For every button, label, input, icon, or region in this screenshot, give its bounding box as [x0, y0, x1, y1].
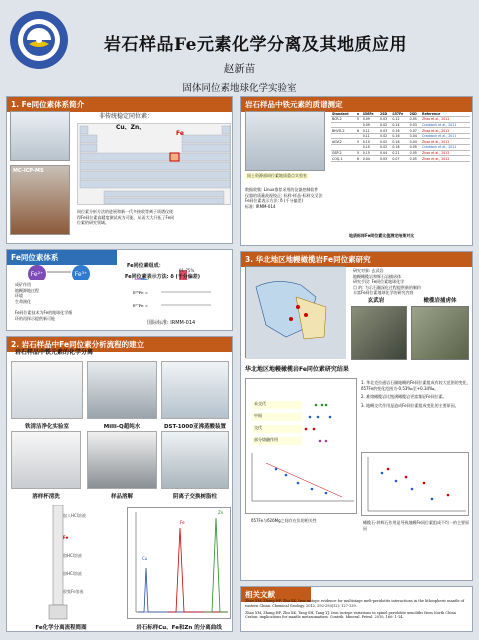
flow-step-1: 加入HCl溶液: [63, 513, 86, 518]
qc-table-cell: 0.14: [391, 122, 408, 128]
photo-clean-lab: [11, 361, 83, 419]
refs-list: [245, 599, 470, 620]
flow-step-3: 加HCl溶液: [63, 553, 82, 558]
qc-table-cell: 0.03: [409, 122, 421, 128]
qc-table-cell: 0.11: [362, 128, 379, 134]
qc-table-cell: 0.05: [409, 156, 421, 162]
photo-columns: [161, 431, 229, 489]
qc-table-cell: δ57Fe: [391, 111, 408, 117]
qc-table-cell: 0.16: [391, 133, 408, 139]
qc-table-cell: 0.04: [379, 150, 391, 156]
qc-table-cell: 0.03: [379, 117, 391, 123]
study-text: 研究对象: 玄武岩 地幔橄榄岩和辉石岩捕虏体 研究手段: Fe同位素地球化学 目 的: 为示石圈深化过程提供新的制约 丰富Fe同位素地球化学的研究内容: [353, 268, 421, 295]
lab-name: 固体同位素地球化学实验室: [182, 83, 297, 94]
xenolith-label: 橄榄岩捕虏体: [423, 298, 457, 304]
svg-text:Fe³⁺: Fe³⁺: [74, 271, 88, 278]
section-3-panel: [240, 251, 473, 581]
qc-table-cell: 0.09: [362, 122, 379, 128]
qc-table-cell: δ56Fe: [362, 111, 379, 117]
photo-dissolution: [87, 431, 157, 489]
flow-caption: Fe化学分离流程简图: [35, 625, 87, 631]
qc-table-cell: 6: [356, 128, 362, 134]
section-3-title: 3. 华北地区地幔橄榄岩Fe同位素研究: [241, 252, 472, 267]
qc-table-cell: 0.05: [409, 117, 421, 123]
section-2-panel: [6, 336, 233, 632]
xenolith-photo: [411, 306, 469, 360]
qc-table-cell: Zhao et al., 2012: [421, 150, 470, 156]
qc-table-cell: 0.11: [362, 133, 379, 139]
qc-table-cell: GSP-2: [331, 150, 356, 156]
qc-table-cell: BHVO-2: [331, 128, 356, 134]
qc-table-cell: 0.21: [391, 150, 408, 156]
qc-table-cell: 0.07: [409, 128, 421, 134]
svg-text:Fe²⁺: Fe²⁺: [30, 271, 44, 278]
qc-instrument-photo: [245, 111, 325, 171]
qc-table-cell: 0.04: [409, 139, 421, 145]
qc-table-cell: 0.16: [391, 128, 408, 134]
qc-table-cell: 5: [356, 150, 362, 156]
qc-notes: 数据收集: Linux推荐采用的仪器控制软件 仪器的质量歧视校正: 标样-样品-标样交叉法 Fe同位素表示方法: δ (千分偏差) 标准: IRMM-014: [245, 187, 323, 209]
qc-table-cell: 0.02: [379, 122, 391, 128]
photo-milliq: [87, 361, 157, 419]
flow-step-4: 加HCl溶液: [63, 571, 82, 576]
lr-plot-graphic: [362, 453, 470, 517]
lab-photo: [10, 111, 70, 161]
qc-table-wrap: [331, 111, 470, 231]
plot-caption: δ57Fe与δ26Mg之间存在负的相关性: [251, 518, 317, 523]
qc-table-cell: 5: [356, 117, 362, 123]
qc-table-cell: n: [356, 111, 362, 117]
mc-icp-ms-photo: [10, 165, 70, 235]
qc-table-cell: 0.03: [379, 156, 391, 162]
section-1-panel: [6, 96, 233, 244]
fe-isotope-label: Fe同位素组成：: [127, 263, 164, 269]
ul-label-3: 交代: [254, 425, 262, 430]
qc-table-cell: 0.05: [409, 145, 421, 151]
qc-table-cell: AGV-2: [331, 139, 356, 145]
qc-table-caption: 地质标样Fe同位素比值测定结果对比: [349, 233, 415, 238]
qc-table-cell: Craddock et al., 2011: [421, 145, 470, 151]
qc-table-cell: 0.02: [379, 145, 391, 151]
periodic-table: [77, 123, 231, 205]
lr-caption: 橄榄石-斜辉石作用是导致地幔Fe同位素组成不均一的主要原因: [363, 520, 469, 531]
flow-diagram: [29, 505, 87, 621]
svg-text:δ⁵⁶Fe =: δ⁵⁶Fe =: [133, 290, 149, 295]
fe-system-title: Fe同位素体系: [7, 250, 117, 265]
qc-table-row: [331, 156, 470, 162]
qc-table-cell: 0.02: [379, 133, 391, 139]
qc-table-cell: 0.16: [391, 139, 408, 145]
flow-step-5: 收集Fe溶液: [63, 589, 84, 594]
right-notes: 1. 华北克拉通岩石圈地幔的Fe同位素组成有较大范围的变化，δ57Fe的变化范围为-0.53‰至+0.34‰。 2. 难熔橄榄岩比饱满橄榄岩更富集轻Fe同位素。 3. 地幔交代作用是造成Fe同位素组成变化的主要原因。: [361, 380, 471, 408]
results-title: 华北地区地幔橄榄岩Fe同位素研究结果: [245, 366, 349, 373]
qc-table-cell: BCR-2: [331, 117, 356, 123]
qc-table-cell: 0.05: [409, 150, 421, 156]
qc-table-cell: 0.15: [362, 150, 379, 156]
photo-caption-4: 溶样杯清洗: [32, 494, 60, 500]
qc-title: 岩石样品中铁元素的质谱测定: [241, 97, 472, 112]
qc-table: [331, 111, 470, 162]
qc-table-cell: Standard: [331, 111, 356, 117]
ref-1: Zhao XM, Zhang HF, Zhu XK, Iron isotope evidence for multistage melt-peridotite interactions in the lithospheric mantle of eastern China. Chemical Geology. 2012, 292-293(12): 127-139.: [245, 599, 465, 608]
ptable-caption: 非传统稳定同位素：: [99, 113, 154, 120]
fe-mg-plot: [245, 378, 357, 514]
photo-beakers: [11, 431, 81, 489]
ul-label-1: 未交代: [254, 401, 266, 406]
fe-mg-plot-graphic: [246, 379, 358, 515]
chrom-label-fe: Fe: [180, 520, 185, 525]
flow-column-graphic: [29, 505, 87, 621]
photo-caption-2: Milli-Q超纯水: [103, 424, 141, 430]
photo1-label: MC-ICP-MS: [13, 168, 44, 174]
ptable-note: 同位素分析方法的进展和新一代多接收等离子质谱仪使 得Fe同位素高精度测试成为可能，从而大大开拓了Fe同 位素的研究领域。: [77, 209, 175, 225]
chrom-caption: 岩石标样Cu、Fe和Zn 的分离曲线: [136, 625, 222, 631]
svg-text:δ⁵⁷Fe =: δ⁵⁷Fe =: [133, 303, 149, 308]
qc-table-cell: Zhao et al., 2012: [421, 128, 470, 134]
basalt-photo: [351, 306, 407, 360]
delta-formula-graphic: [131, 284, 227, 310]
qc-photo-caption: 国土资源部同位素地质重点实验室: [247, 173, 307, 178]
qc-table-cell: 2SD: [409, 111, 421, 117]
photo-caption-3: DST-1000亚沸蒸酸装置: [163, 424, 227, 430]
photo-caption-1: 铁清洁净化实验室: [24, 424, 69, 430]
photo-caption-6: 阴离子交换树脂柱: [172, 494, 217, 500]
qc-table-cell: 2SD: [379, 111, 391, 117]
lr-plot: [361, 452, 469, 516]
ul-y-label: 部分熔融作用: [254, 437, 278, 442]
qc-table-cell: Craddock et al., 2011: [421, 122, 470, 128]
qc-table-cell: 0.02: [379, 139, 391, 145]
basalt-label: 玄武岩: [367, 298, 385, 304]
section-2-title: 2. 岩石样品中Fe同位素分析流程的建立: [7, 337, 232, 352]
delta-formula-title: Fe同位素表示方法: δ (千分偏差): [125, 274, 201, 280]
qc-table-cell: 0.09: [362, 117, 379, 123]
refs-title: 相关文献: [241, 587, 311, 602]
qc-table-cell: COQ-1: [331, 156, 356, 162]
poster-title: 岩石样品Fe元素化学分离及其地质应用: [104, 35, 407, 55]
author: 赵新苗: [223, 63, 256, 75]
qc-panel: [240, 96, 473, 246]
qc-table-cell: Craddock et al., 2011: [421, 133, 470, 139]
ul-label-2: 中间: [254, 413, 262, 418]
refs-panel: [240, 586, 473, 632]
chromatogram: [127, 507, 231, 619]
chrom-label-zn: Zn: [218, 510, 224, 515]
chrom-label-cu: Cu: [142, 556, 148, 561]
qc-table-cell: 0.12: [391, 117, 408, 123]
section-2-subtitle: 岩石样品中铁元素的化学分离: [15, 349, 94, 356]
section-1-title: 1. Fe同位素体系简介: [7, 97, 232, 112]
qc-table-cell: Zhao et al., 2012: [421, 156, 470, 162]
qc-table-cell: Zhao et al., 2012: [421, 117, 470, 123]
fe-bottom-note: Fe同位素技术为Fe的地球化学循 环的再探示提供新可能: [15, 310, 73, 321]
qc-table-cell: 0.04: [409, 133, 421, 139]
qc-table-cell: 6: [356, 156, 362, 162]
flow-step-2: Fe: [63, 535, 69, 540]
north-china-map: [245, 266, 345, 358]
fe-applications: 成矿作用 地幔源地过程 环境 生命演化: [15, 282, 39, 304]
pie-label-1: 91.75%: [179, 268, 195, 273]
qc-table-cell: Zhao et al., 2012: [421, 139, 470, 145]
qc-table-cell: 0.10: [362, 139, 379, 145]
photo-dst1000: [161, 361, 229, 419]
qc-table-cell: 0.03: [379, 128, 391, 134]
delta-formula: [131, 284, 227, 310]
photo-caption-5: 样品溶解: [110, 494, 133, 500]
qc-table-cell: 5: [356, 139, 362, 145]
qc-table-cell: 0.10: [362, 145, 379, 151]
qc-table-cell: 0.07: [391, 156, 408, 162]
periodic-table-graphic: [78, 124, 232, 206]
qc-table-cell: 0.16: [391, 145, 408, 151]
standard-text: 国际标准: IRMM-014: [147, 320, 196, 326]
ptable-elem-cuzn: Cu、Zn、: [116, 124, 146, 131]
qc-table-cell: 0.04: [362, 156, 379, 162]
qc-table-cell: Reference: [421, 111, 470, 117]
ref-2: Zhao XM, Zhang HF, Zhu XK, Tang SH, Tang YJ. Iron isotope variations in spinel peridotite xenoliths from North China Craton: implications for mantle metasomatism. Contrib. Mineral. Petrol. 2010, 160: 1-14.: [245, 610, 456, 620]
ptable-elem-fe: Fe: [176, 130, 184, 137]
map-graphic: [246, 267, 346, 359]
